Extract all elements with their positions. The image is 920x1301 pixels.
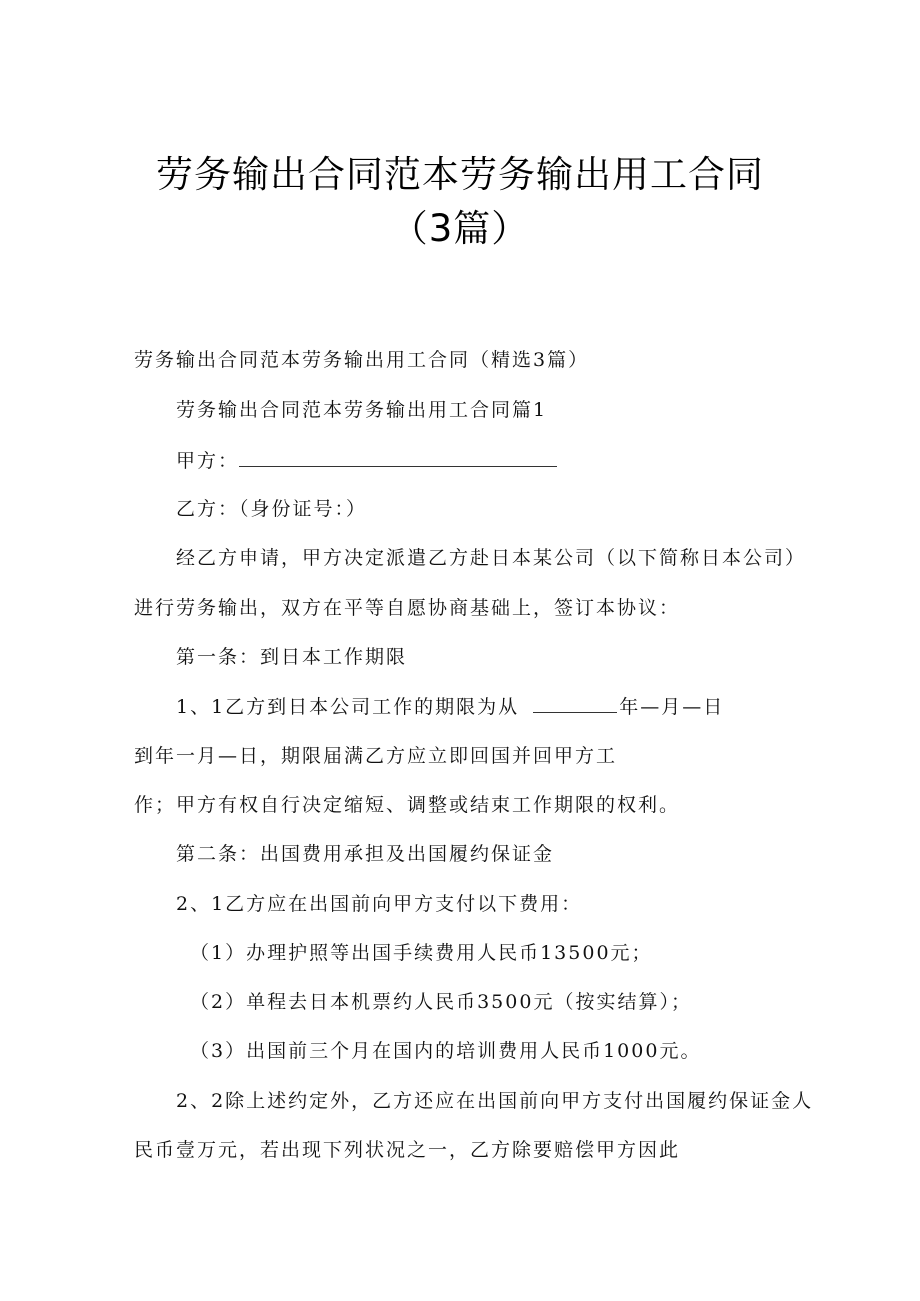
fee-item-2: （2）单程去日本机票约人民币3500元（按实结算）； [190,991,692,1013]
article-1-1-line-3: 作；甲方有权自行决定缩短、调整或结束工作期限的权利。 [134,794,681,816]
article-2-heading: 第二条：出国费用承担及出国履约保证金 [176,843,555,865]
fee-item-3: （3）出国前三个月在国内的培训费用人民币1000元。 [190,1040,702,1062]
document-title: 劳务输出合同范本劳务输出用工合同（3篇） [156,153,764,250]
preamble-line-2: 进行劳务输出，双方在平等自愿协商基础上，签订本协议： [134,597,681,619]
party-a-label: 甲方： [176,450,240,472]
article-1-1-end: 年—月—日 [619,696,725,718]
article-1-1-start: 1、1乙方到日本公司工作的期限为从 [176,696,520,718]
preamble-line-1: 经乙方申请，甲方决定派遣乙方赴日本某公司（以下简称日本公司） [176,547,807,569]
article-1-1-line-1 [176,694,724,719]
fee-item-1: （1）办理护照等出国手续费用人民币13500元； [190,942,653,964]
article-2-1: 2、1乙方应在出国前向甲方支付以下费用： [176,893,583,915]
party-a-blank [239,448,557,467]
party-b-line: 乙方：（身份证号：） [176,498,368,520]
intro-paragraph: 劳务输出合同范本劳务输出用工合同（精选3篇） [134,349,590,371]
party-a-line [176,448,557,473]
article-2-2-line-1: 2、2除上述约定外，乙方还应在出国前向甲方支付出国履约保证金人 [176,1090,814,1112]
article-1-1-line-2: 到年一月—日，期限届满乙方应立即回国并回甲方工 [134,745,618,767]
section-heading: 劳务输出合同范本劳务输出用工合同篇1 [176,399,548,421]
article-2-2-line-2: 民币壹万元，若出现下列状况之一，乙方除要赔偿甲方因此 [134,1139,681,1161]
article-1-heading: 第一条：到日本工作期限 [176,646,408,668]
period-start-blank [533,694,617,713]
